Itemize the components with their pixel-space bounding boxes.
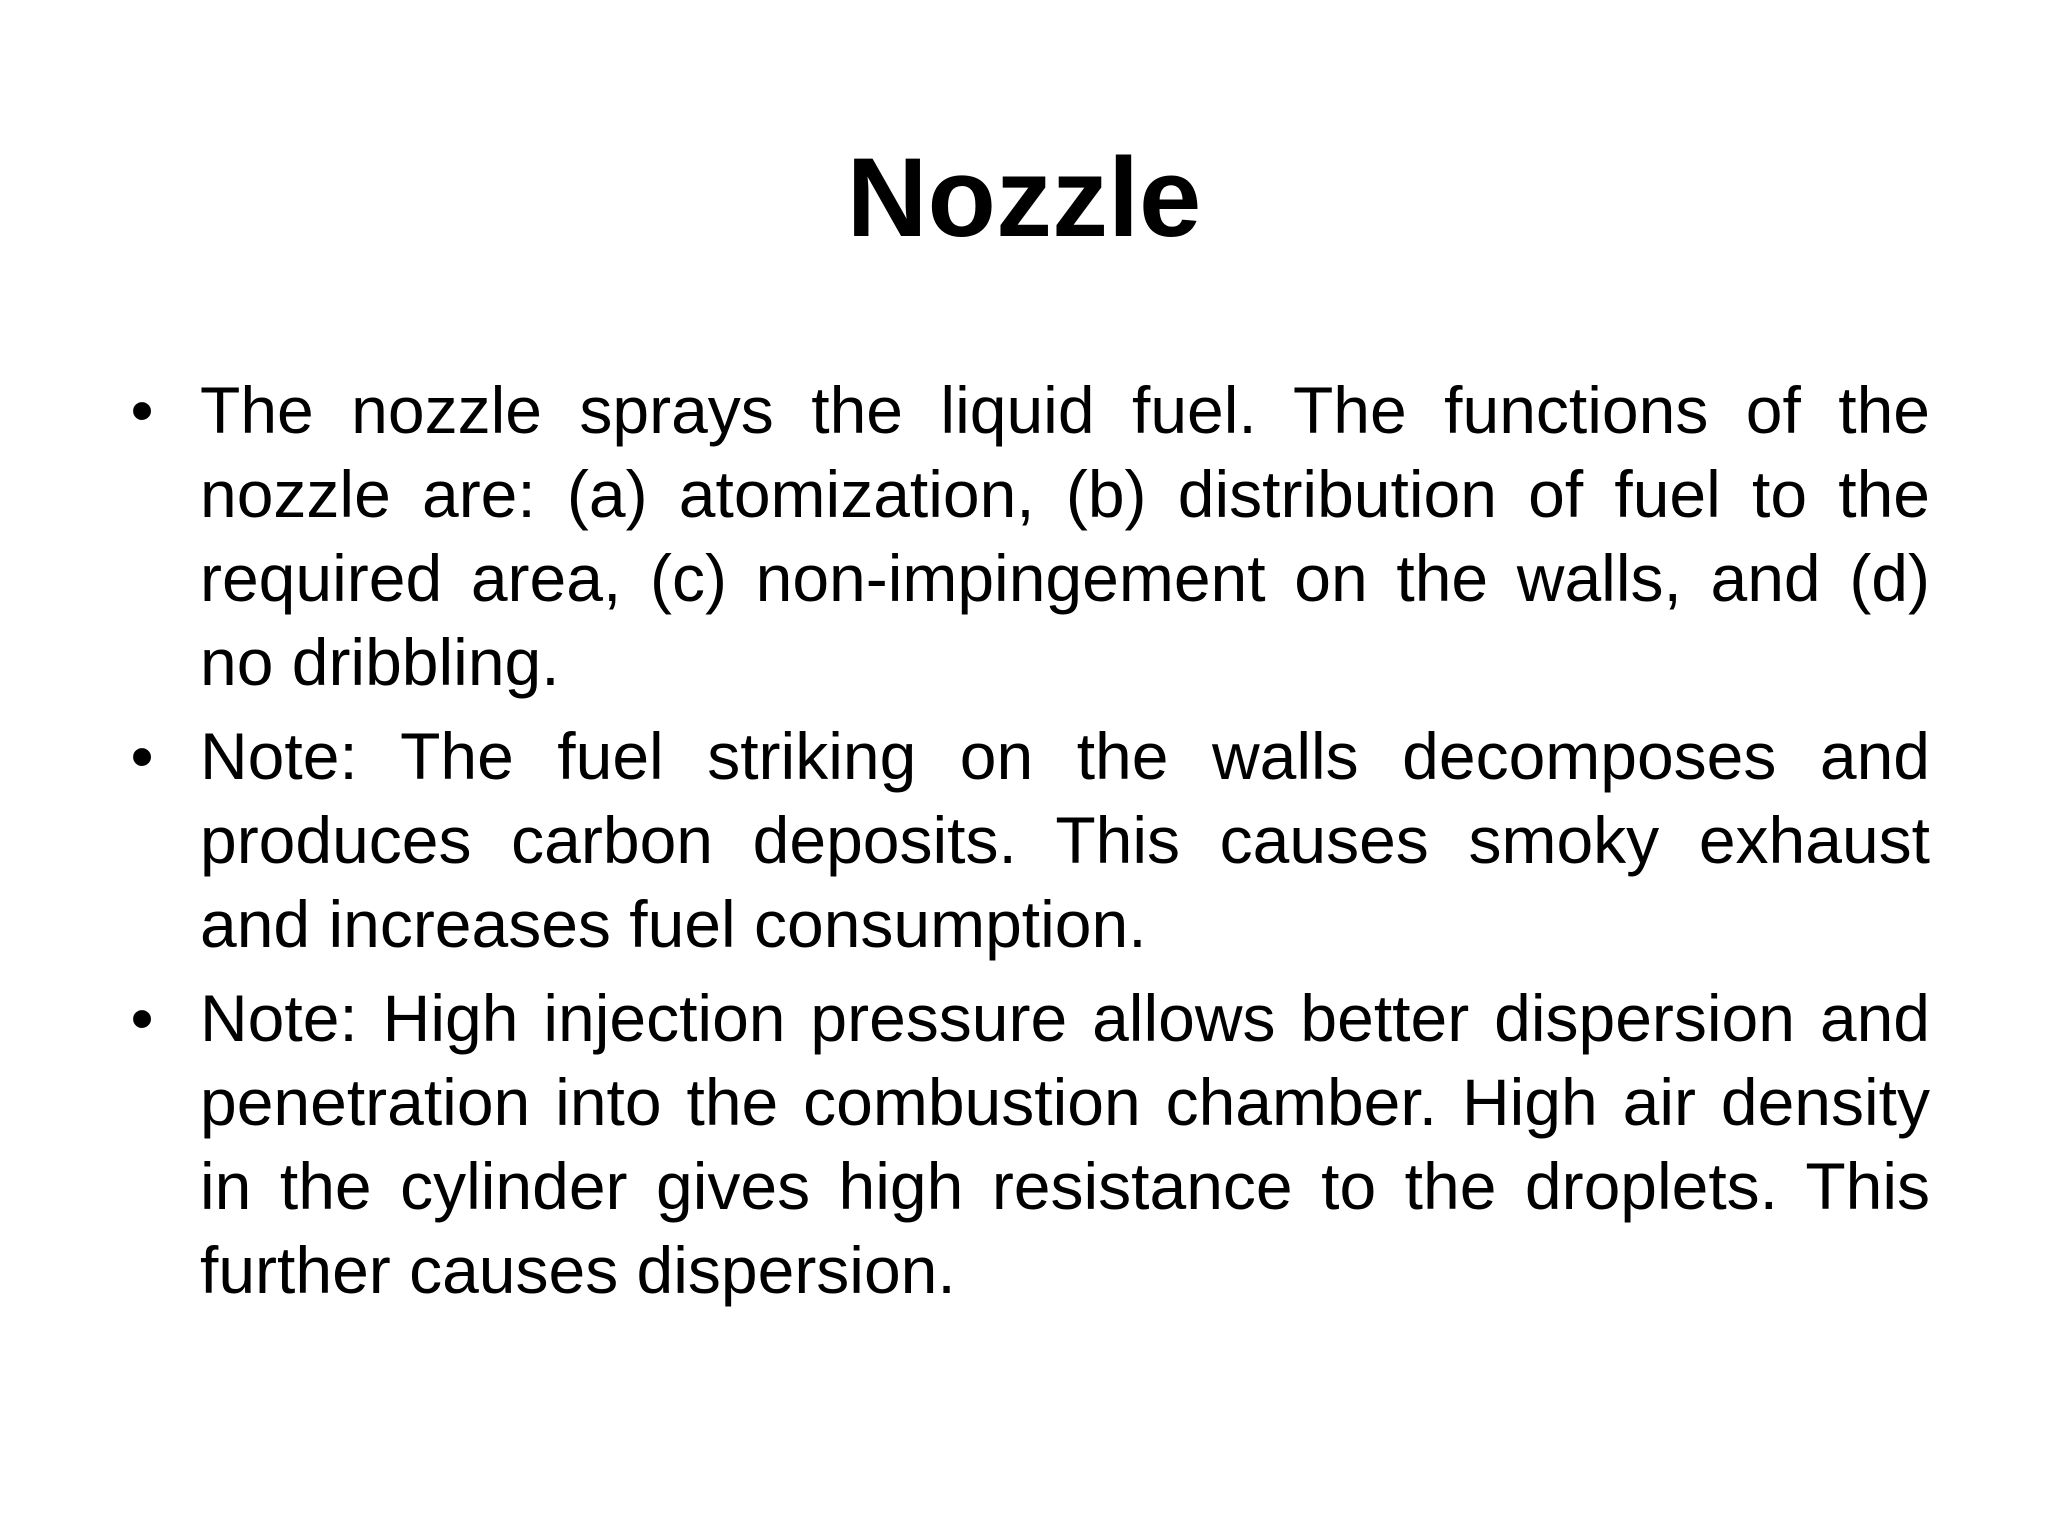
- bullet-item: [130, 714, 1930, 966]
- bullet-point-icon: •: [130, 719, 154, 793]
- bullet-list: [130, 368, 1930, 1322]
- bullet-text: The nozzle sprays the liquid fuel. The functions of the nozzle are: (a) atomization, (b) distribution of fuel to the required area, (c) non-impingement on the walls, and (d) no dribbling.: [200, 373, 1930, 699]
- slide-title: Nozzle: [846, 135, 1202, 260]
- bullet-item: [130, 976, 1930, 1312]
- bullet-point-icon: •: [130, 373, 154, 447]
- bullet-point-icon: •: [130, 981, 154, 1055]
- bullet-text: Note: The fuel striking on the walls decomposes and produces carbon deposits. This causes smoky exhaust and increases fuel consumption.: [200, 719, 1930, 961]
- bullet-text: Note: High injection pressure allows better dispersion and penetration into the combustion chamber. High air density in the cylinder gives high resistance to the droplets. This further causes dispersion.: [200, 981, 1930, 1307]
- bullet-item: [130, 368, 1930, 704]
